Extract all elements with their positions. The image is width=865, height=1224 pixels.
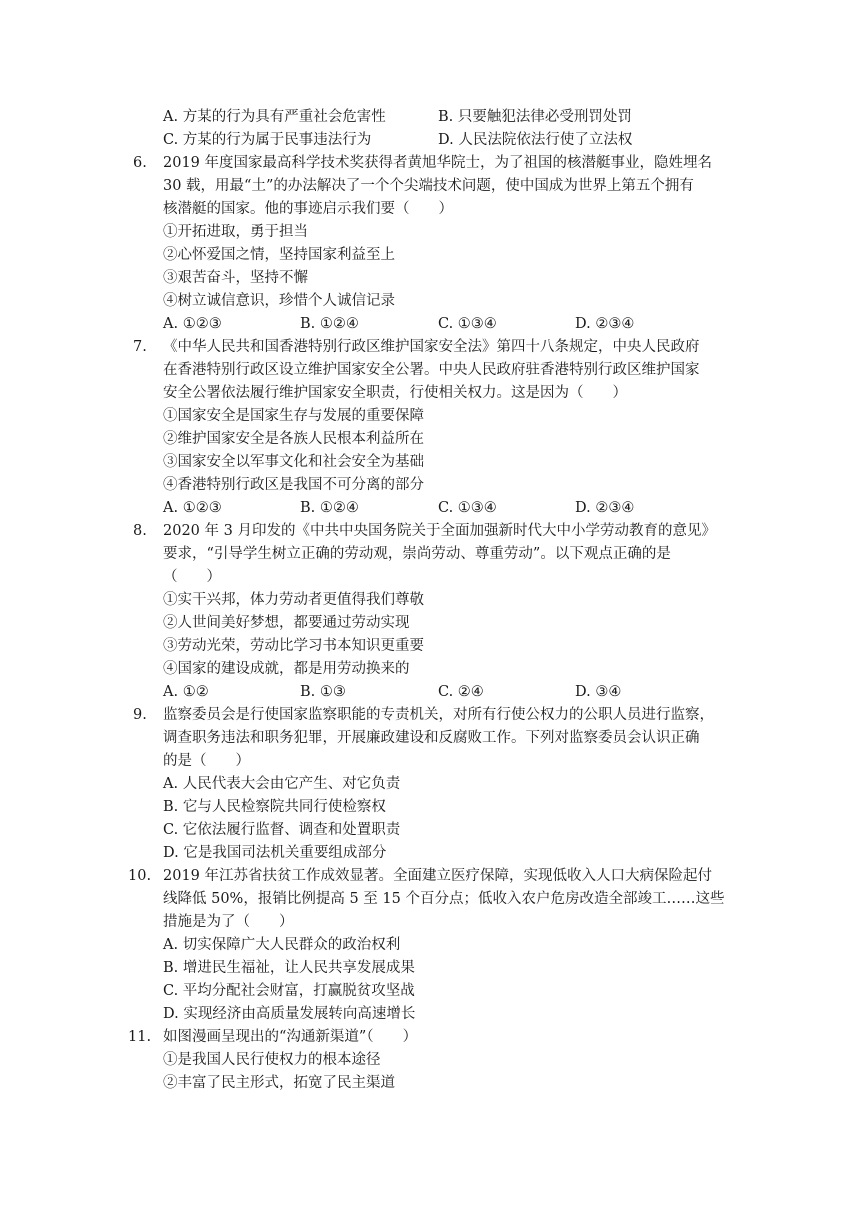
q6-number: 6.: [133, 155, 147, 171]
q8-option-a: A. ①②: [163, 684, 209, 700]
q10-stem-line-2: 线降低 50%，报销比例提高 5 至 15 个百分点；低收入农户危房改造全部竣工……这些: [163, 891, 725, 907]
q8-stem-line-1: 2020 年 3 月印发的《中共中央国务院关于全面加强新时代大中小学劳动教育的意见》: [163, 523, 716, 539]
q9-number: 9.: [133, 707, 147, 723]
q11-number: 11.: [128, 1029, 152, 1045]
q11-statement-1: ①是我国人民行使权力的根本途径: [163, 1052, 381, 1068]
q6-statement-2: ②心怀爱国之情，坚持国家利益至上: [163, 247, 395, 263]
q8-option-b: B. ①③: [300, 684, 346, 700]
q5-option-d: D. 人民法院依法行使了立法权: [438, 132, 633, 148]
q6-statement-4: ④树立诚信意识，珍惜个人诚信记录: [163, 293, 395, 309]
q8-option-d: D. ③④: [575, 684, 622, 700]
q8-stem-line-3: （ ）: [163, 569, 221, 585]
q7-option-a: A. ①②③: [163, 500, 222, 516]
q7-stem-line-1: 《中华人民共和国香港特别行政区维护国家安全法》第四十八条规定，中央人民政府: [163, 339, 700, 355]
q9-option-c: C. 它依法履行监督、调查和处置职责: [163, 822, 401, 838]
q6-option-c: C. ①③④: [438, 316, 497, 332]
q8-statement-4: ④国家的建设成就，都是用劳动换来的: [163, 661, 410, 677]
q7-stem-line-3: 安全公署依法履行维护国家安全职责，行使相关权力。这是因为（ ）: [163, 385, 627, 401]
q10-option-d: D. 实现经济由高质量发展转向高速增长: [163, 1006, 416, 1022]
q11-statement-2: ②丰富了民主形式，拓宽了民主渠道: [163, 1075, 395, 1091]
q6-stem-line-2: 30 载，用最“土”的办法解决了一个个尖端技术问题，使中国成为世界上第五个拥有: [163, 178, 694, 194]
q8-statement-3: ③劳动光荣，劳动比学习书本知识更重要: [163, 638, 424, 654]
q10-option-b: B. 增进民生福祉，让人民共享发展成果: [163, 960, 415, 976]
q6-option-b: B. ①②④: [300, 316, 359, 332]
q5-option-a: A. 方某的行为具有严重社会危害性: [163, 109, 386, 125]
q7-statement-3: ③国家安全以军事文化和社会安全为基础: [163, 454, 424, 470]
q10-number: 10.: [128, 868, 152, 884]
q8-option-c: C. ②④: [438, 684, 484, 700]
q5-option-b: B. 只要触犯法律必受刑罚处罚: [438, 109, 632, 125]
q10-stem-line-3: 措施是为了（ ）: [163, 914, 294, 930]
q9-stem-line-1: 监察委员会是行使国家监察职能的专责机关，对所有行使公权力的公职人员进行监察，: [163, 707, 714, 723]
q7-option-c: C. ①③④: [438, 500, 497, 516]
q7-stem-line-2: 在香港特别行政区设立维护国家安全公署。中央人民政府驻香港特别行政区维护国家: [163, 362, 700, 378]
q10-option-c: C. 平均分配社会财富，打赢脱贫攻坚战: [163, 983, 415, 999]
q7-statement-2: ②维护国家安全是各族人民根本利益所在: [163, 431, 424, 447]
q8-number: 8.: [133, 523, 147, 539]
q6-statement-3: ③艰苦奋斗，坚持不懈: [163, 270, 308, 286]
q8-statement-1: ①实干兴邦，体力劳动者更值得我们尊敬: [163, 592, 424, 608]
q10-stem-line-1: 2019 年江苏省扶贫工作成效显著。全面建立医疗保障，实现低收入人口大病保险起付: [163, 868, 713, 884]
q9-option-d: D. 它是我国司法机关重要组成部分: [163, 845, 387, 861]
q6-option-d: D. ②③④: [575, 316, 635, 332]
q6-stem-line-1: 2019 年度国家最高科学技术奖获得者黄旭华院士，为了祖国的核潜艇事业，隐姓埋名: [163, 155, 713, 171]
q9-stem-line-2: 调查职务违法和职务犯罪，开展廉政建设和反腐败工作。下列对监察委员会认识正确: [163, 730, 700, 746]
q8-statement-2: ②人世间美好梦想，都要通过劳动实现: [163, 615, 410, 631]
q6-statement-1: ①开拓进取，勇于担当: [163, 224, 308, 240]
q7-option-b: B. ①②④: [300, 500, 359, 516]
q11-stem-line-1: 如图漫画呈现出的“沟通新渠道”（ ）: [163, 1029, 418, 1045]
q9-option-b: B. 它与人民检察院共同行使检察权: [163, 799, 386, 815]
q8-stem-line-2: 要求，“引导学生树立正确的劳动观，崇尚劳动、尊重劳动”。以下观点正确的是: [163, 546, 671, 562]
q10-option-a: A. 切实保障广大人民群众的政治权利: [163, 937, 401, 953]
q5-option-c: C. 方某的行为属于民事违法行为: [163, 132, 372, 148]
q7-number: 7.: [133, 339, 147, 355]
q7-statement-4: ④香港特别行政区是我国不可分离的部分: [163, 477, 424, 493]
q7-statement-1: ①国家安全是国家生存与发展的重要保障: [163, 408, 424, 424]
q6-stem-line-3: 核潜艇的国家。他的事迹启示我们要（ ）: [163, 201, 453, 217]
q9-option-a: A. 人民代表大会由它产生、对它负责: [163, 776, 401, 792]
q9-stem-line-3: 的是（ ）: [163, 753, 250, 769]
q6-option-a: A. ①②③: [163, 316, 222, 332]
q7-option-d: D. ②③④: [575, 500, 635, 516]
